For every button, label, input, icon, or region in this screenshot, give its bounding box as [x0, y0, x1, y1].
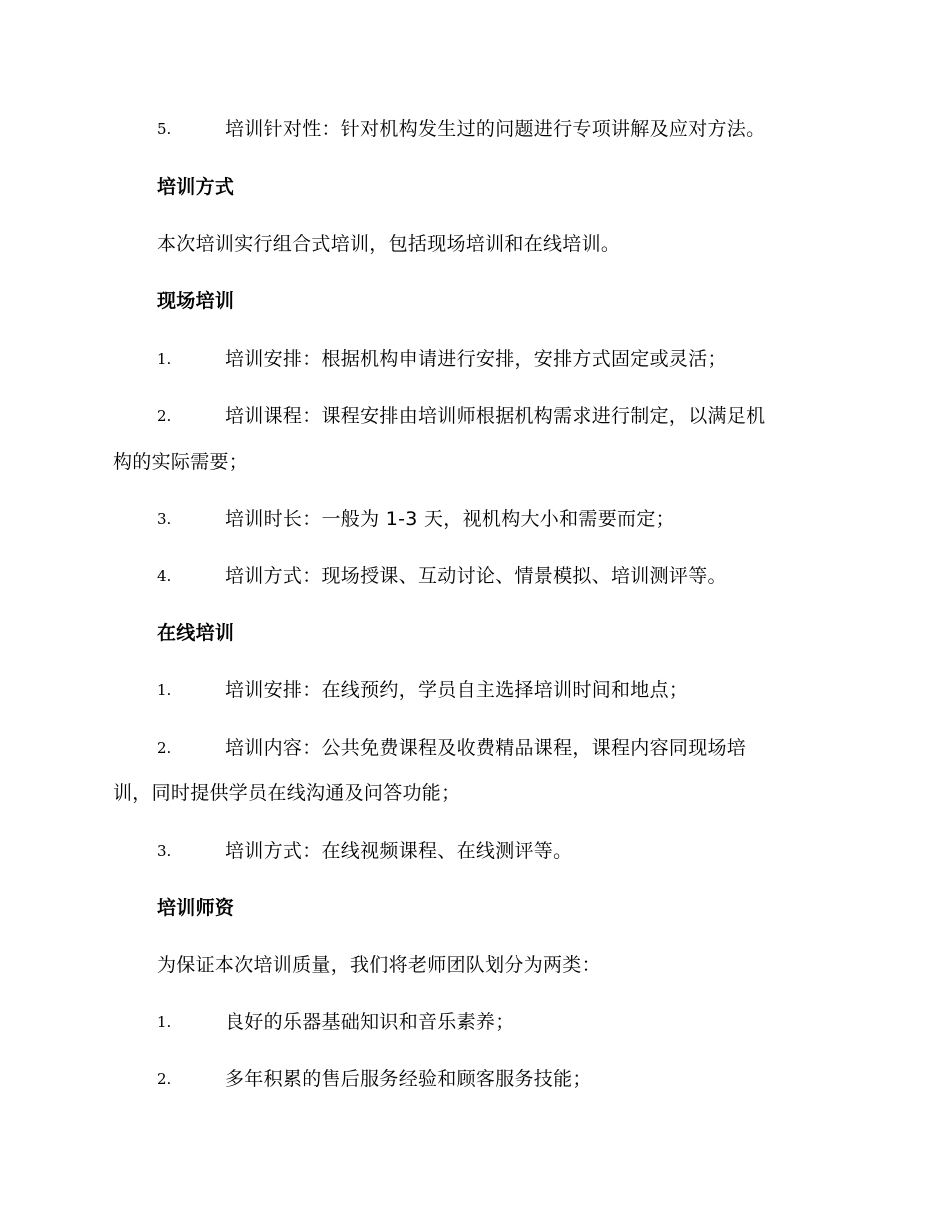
list-number: 2. [157, 739, 172, 757]
list-item-text: 培训安排：根据机构申请进行安排，安排方式固定或灵活； [225, 348, 727, 370]
section-heading-onsite: 现场培训 [157, 290, 235, 312]
list-item-text: 培训安排：在线预约，学员自主选择培训时间和地点； [225, 679, 689, 701]
paragraph-teachers: 为保证本次培训质量，我们将老师团队划分为两类： [157, 954, 601, 976]
list-item-text: 培训时长：一般为 1-3 天，视机构大小和需要而定； [225, 508, 675, 530]
paragraph-method: 本次培训实行组合式培训，包括现场培训和在线培训。 [157, 233, 621, 255]
list-item-text: 多年积累的售后服务经验和顾客服务技能； [225, 1068, 592, 1090]
section-heading-method: 培训方式 [157, 176, 235, 198]
list-item-text: 培训方式：在线视频课程、在线测评等。 [225, 840, 573, 862]
section-heading-online: 在线培训 [157, 622, 235, 644]
list-number: 1. [157, 1013, 172, 1031]
list-number: 2. [157, 1070, 172, 1088]
list-number: 5. [157, 120, 172, 138]
list-number: 3. [157, 842, 172, 860]
list-item-text: 培训方式：现场授课、互动讨论、情景模拟、培训测评等。 [225, 565, 727, 587]
list-number: 4. [157, 567, 172, 585]
list-item-continuation: 训，同时提供学员在线沟通及问答功能； [113, 782, 461, 804]
list-item-text: 良好的乐器基础知识和音乐素养； [225, 1011, 515, 1033]
list-number: 1. [157, 350, 172, 368]
list-item-text: 培训课程：课程安排由培训师根据机构需求进行制定，以满足机 [225, 405, 766, 427]
list-item-text: 培训针对性：针对机构发生过的问题进行专项讲解及应对方法。 [225, 118, 766, 140]
list-number: 1. [157, 681, 172, 699]
list-item-text: 培训内容：公共免费课程及收费精品课程，课程内容同现场培 [225, 737, 747, 759]
list-number: 2. [157, 407, 172, 425]
list-item-continuation: 构的实际需要； [113, 451, 249, 473]
section-heading-teachers: 培训师资 [157, 897, 235, 919]
list-number: 3. [157, 510, 172, 528]
